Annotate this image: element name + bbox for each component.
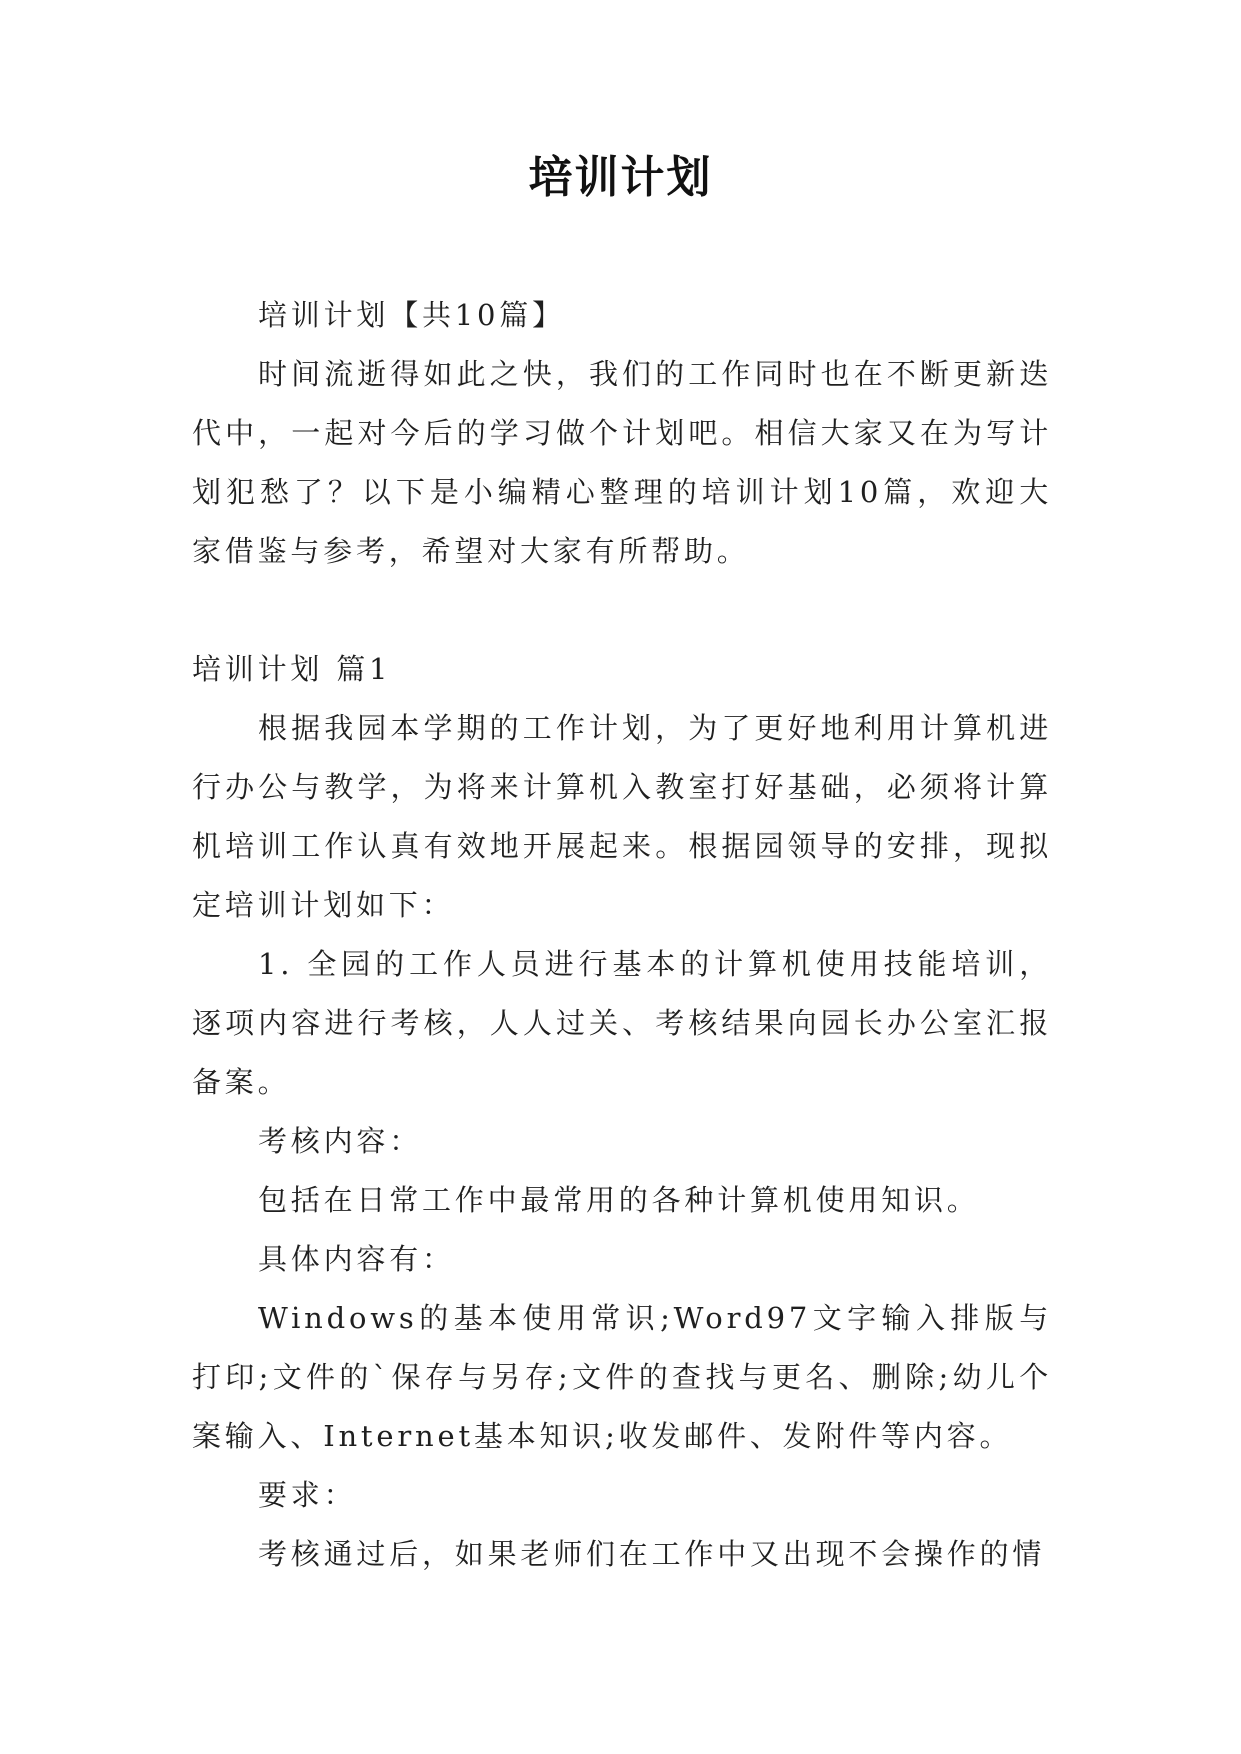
specific-content-label: 具体内容有：: [258, 1242, 455, 1276]
assessment-content-text: 包括在日常工作中最常用的各种计算机使用知识。: [258, 1183, 980, 1217]
document-body: [192, 286, 1052, 1584]
specific-content-text: Windows的基本使用常识;Word97文字输入排版与打印;文件的`保存与另存;文件的查找与更名、删除;幼儿个案输入、Internet基本知识;收发邮件、发附件等内容。: [192, 1301, 1052, 1453]
list-item-1: 1. 全园的工作人员进行基本的计算机使用技能培训，逐项内容进行考核，人人过关、考核结果向园长办公室汇报备案。: [192, 947, 1052, 1099]
assessment-content-label: 考核内容：: [258, 1124, 423, 1158]
requirements-text: 考核通过后，如果老师们在工作中又出现不会操作的情: [258, 1537, 1046, 1571]
section-intro-paragraph: 根据我园本学期的工作计划，为了更好地利用计算机进行办公与教学，为将来计算机入教室打好基础，必须将计算机培训工作认真有效地开展起来。根据园领导的安排，现拟定培训计划如下：: [192, 711, 1052, 922]
requirements-label: 要求：: [258, 1478, 357, 1512]
section-heading: 培训计划 篇1: [192, 652, 392, 686]
intro-paragraph: 时间流逝得如此之快，我们的工作同时也在不断更新迭代中，一起对今后的学习做个计划吧。相信大家又在为写计划犯愁了？以下是小编精心整理的培训计划10篇，欢迎大家借鉴与参考，希望对大家有所帮助。: [192, 357, 1052, 568]
intro-heading: 培训计划【共10篇】: [258, 298, 565, 332]
document-title: 培训计划: [528, 152, 713, 203]
